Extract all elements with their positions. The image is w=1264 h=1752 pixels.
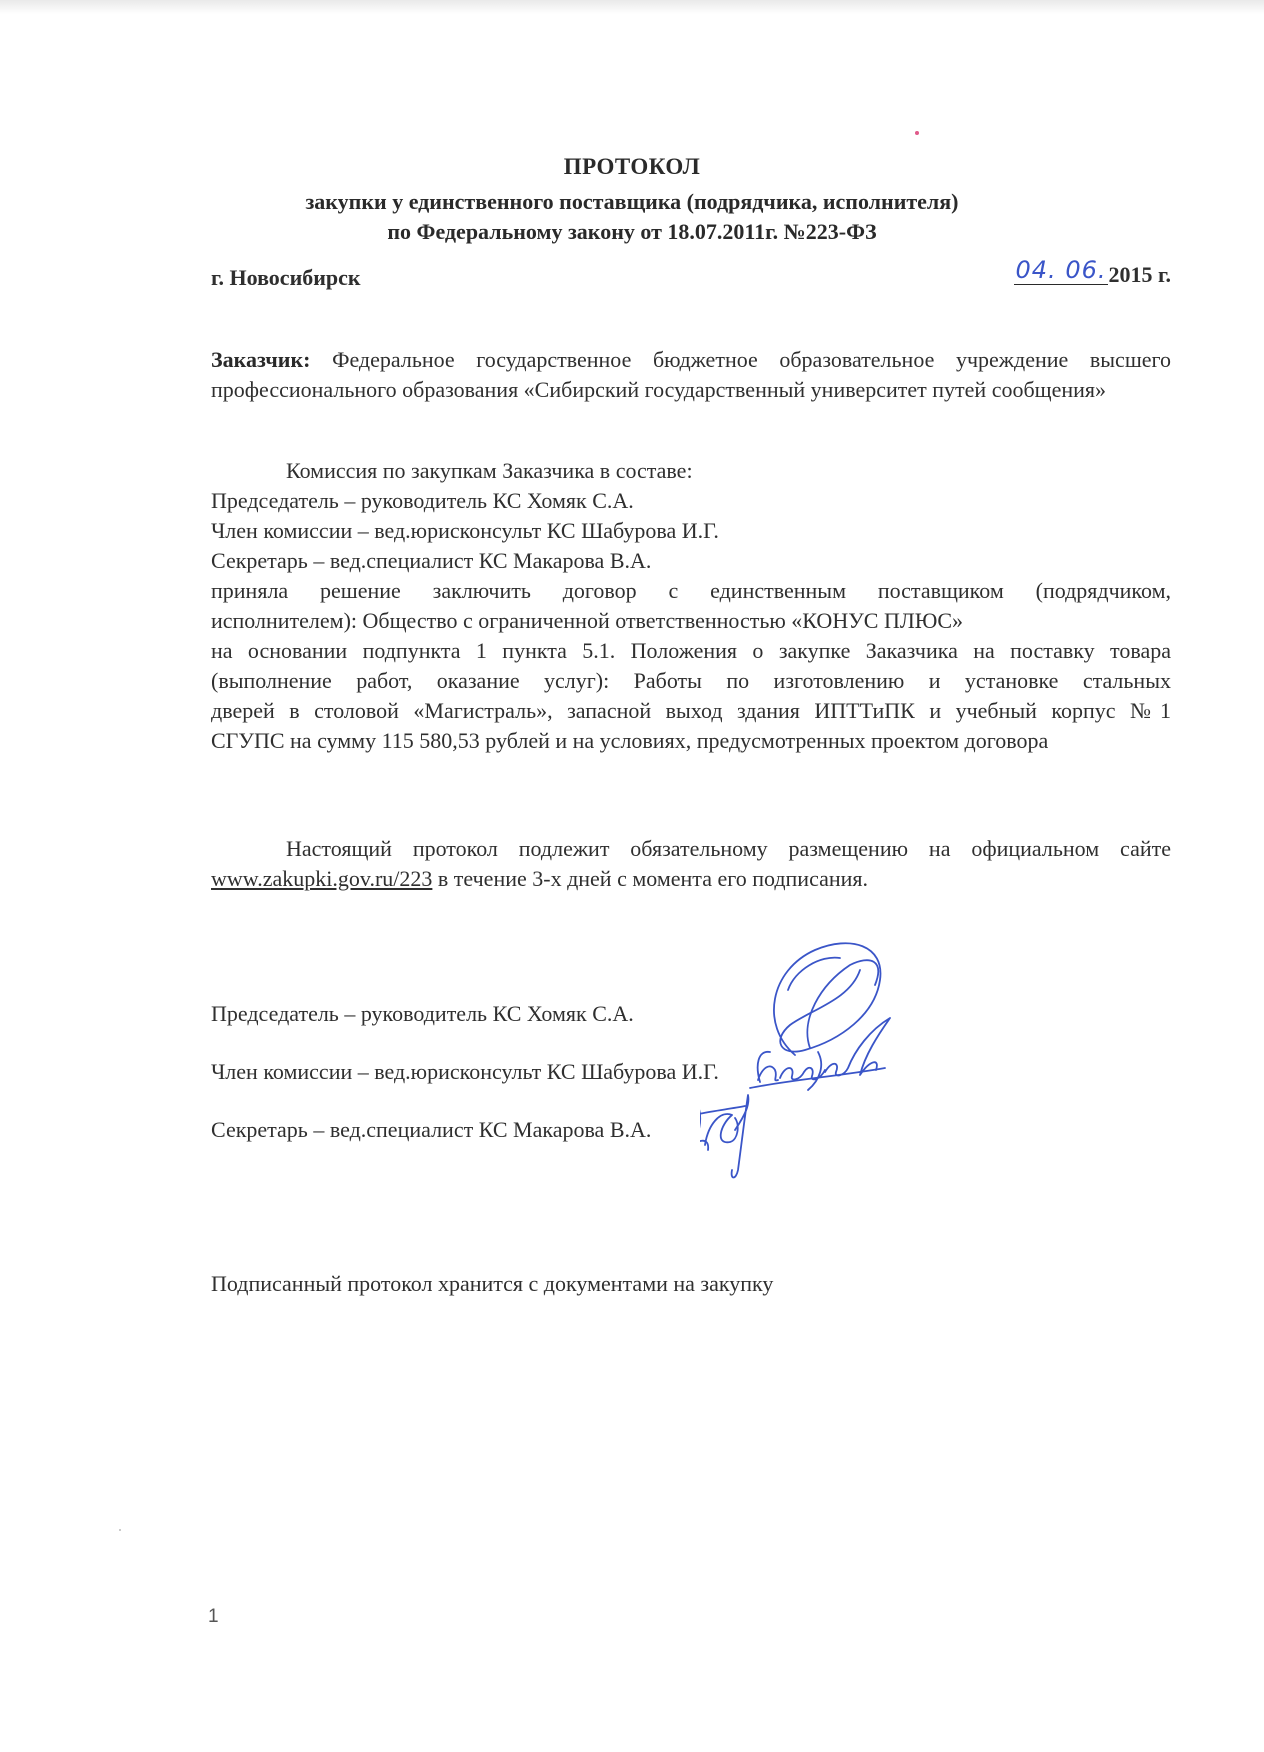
notice-line-rest: в течение 3-х дней с момента его подписания. xyxy=(432,866,869,891)
basis-line: (выполнение работ, оказание услуг): Работы по изготовлению и установке стальных xyxy=(211,668,1171,693)
basis-line: дверей в столовой «Магистраль», запасной выход здания ИПТТиПК и учебный корпус №1 xyxy=(211,698,1171,723)
page-number: 1 xyxy=(208,1606,219,1627)
basis-line: на основании подпункта 1 пункта 5.1. Положения о закупке Заказчика на поставку товара xyxy=(211,638,1171,663)
document-title: ПРОТОКОЛ xyxy=(563,154,701,179)
notice-line: Настоящий протокол подлежит обязательному размещению на официальном сайте xyxy=(286,836,1171,861)
decision-line: исполнителем): Общество с ограниченной ответственностью «КОНУС ПЛЮС» xyxy=(211,608,964,633)
scan-speck xyxy=(119,1529,121,1531)
commission-member: Член комиссии – вед.юрисконсульт КС Шабурова И.Г. xyxy=(211,518,719,543)
place-of-issue: г. Новосибирск xyxy=(211,265,361,290)
signature-secretary-line: Секретарь – вед.специалист КС Макарова В.А. xyxy=(211,1117,652,1142)
secretary-signature-scribble xyxy=(700,1095,748,1178)
notice-line xyxy=(211,864,1171,894)
notice-paragraph xyxy=(211,834,1171,894)
document-date xyxy=(1014,256,1171,289)
commission-intro: Комиссия по закупкам Заказчика в составе: xyxy=(286,458,693,483)
signature-member-line: Член комиссии – вед.юрисконсульт КС Шабурова И.Г. xyxy=(211,1059,719,1084)
storage-note: Подписанный протокол хранится с документами на закупку xyxy=(211,1271,774,1296)
basis-line: СГУПС на сумму 115 580,53 рублей и на условиях, предусмотренных проектом договора xyxy=(211,728,1049,753)
scan-edge-shadow xyxy=(0,0,1264,14)
member-signature-scribble xyxy=(750,1018,890,1088)
customer-text: Федеральное государственное бюджетное образовательное учреждение высшего профессионального образования «Сибирский государственный университет путей сообщения» xyxy=(211,347,1172,402)
commission-secretary: Секретарь – вед.специалист КС Макарова В.А. xyxy=(211,548,652,573)
document-subtitle-line1: закупки у единственного поставщика (подрядчика, исполнителя) xyxy=(305,189,959,214)
handwritten-signatures xyxy=(700,930,1020,1190)
commission-chairman: Председатель – руководитель КС Хомяк С.А. xyxy=(211,488,634,513)
customer-paragraph xyxy=(211,345,1171,405)
date-year: 2015 г. xyxy=(1108,262,1171,287)
document-subtitle-line2: по Федеральному закону от 18.07.2011г. №223-ФЗ xyxy=(387,219,877,244)
scan-speck xyxy=(915,131,919,135)
decision-line: приняла решение заключить договор с единственным поставщиком (подрядчиком, xyxy=(211,578,1171,603)
commission-section xyxy=(211,456,1171,756)
customer-label: Заказчик: xyxy=(211,347,311,372)
zakupki-link[interactable]: www.zakupki.gov.ru/223 xyxy=(211,866,433,891)
signature-chairman-line: Председатель – руководитель КС Хомяк С.А. xyxy=(211,1001,634,1026)
handwritten-date: 04. 06. xyxy=(1015,256,1107,284)
